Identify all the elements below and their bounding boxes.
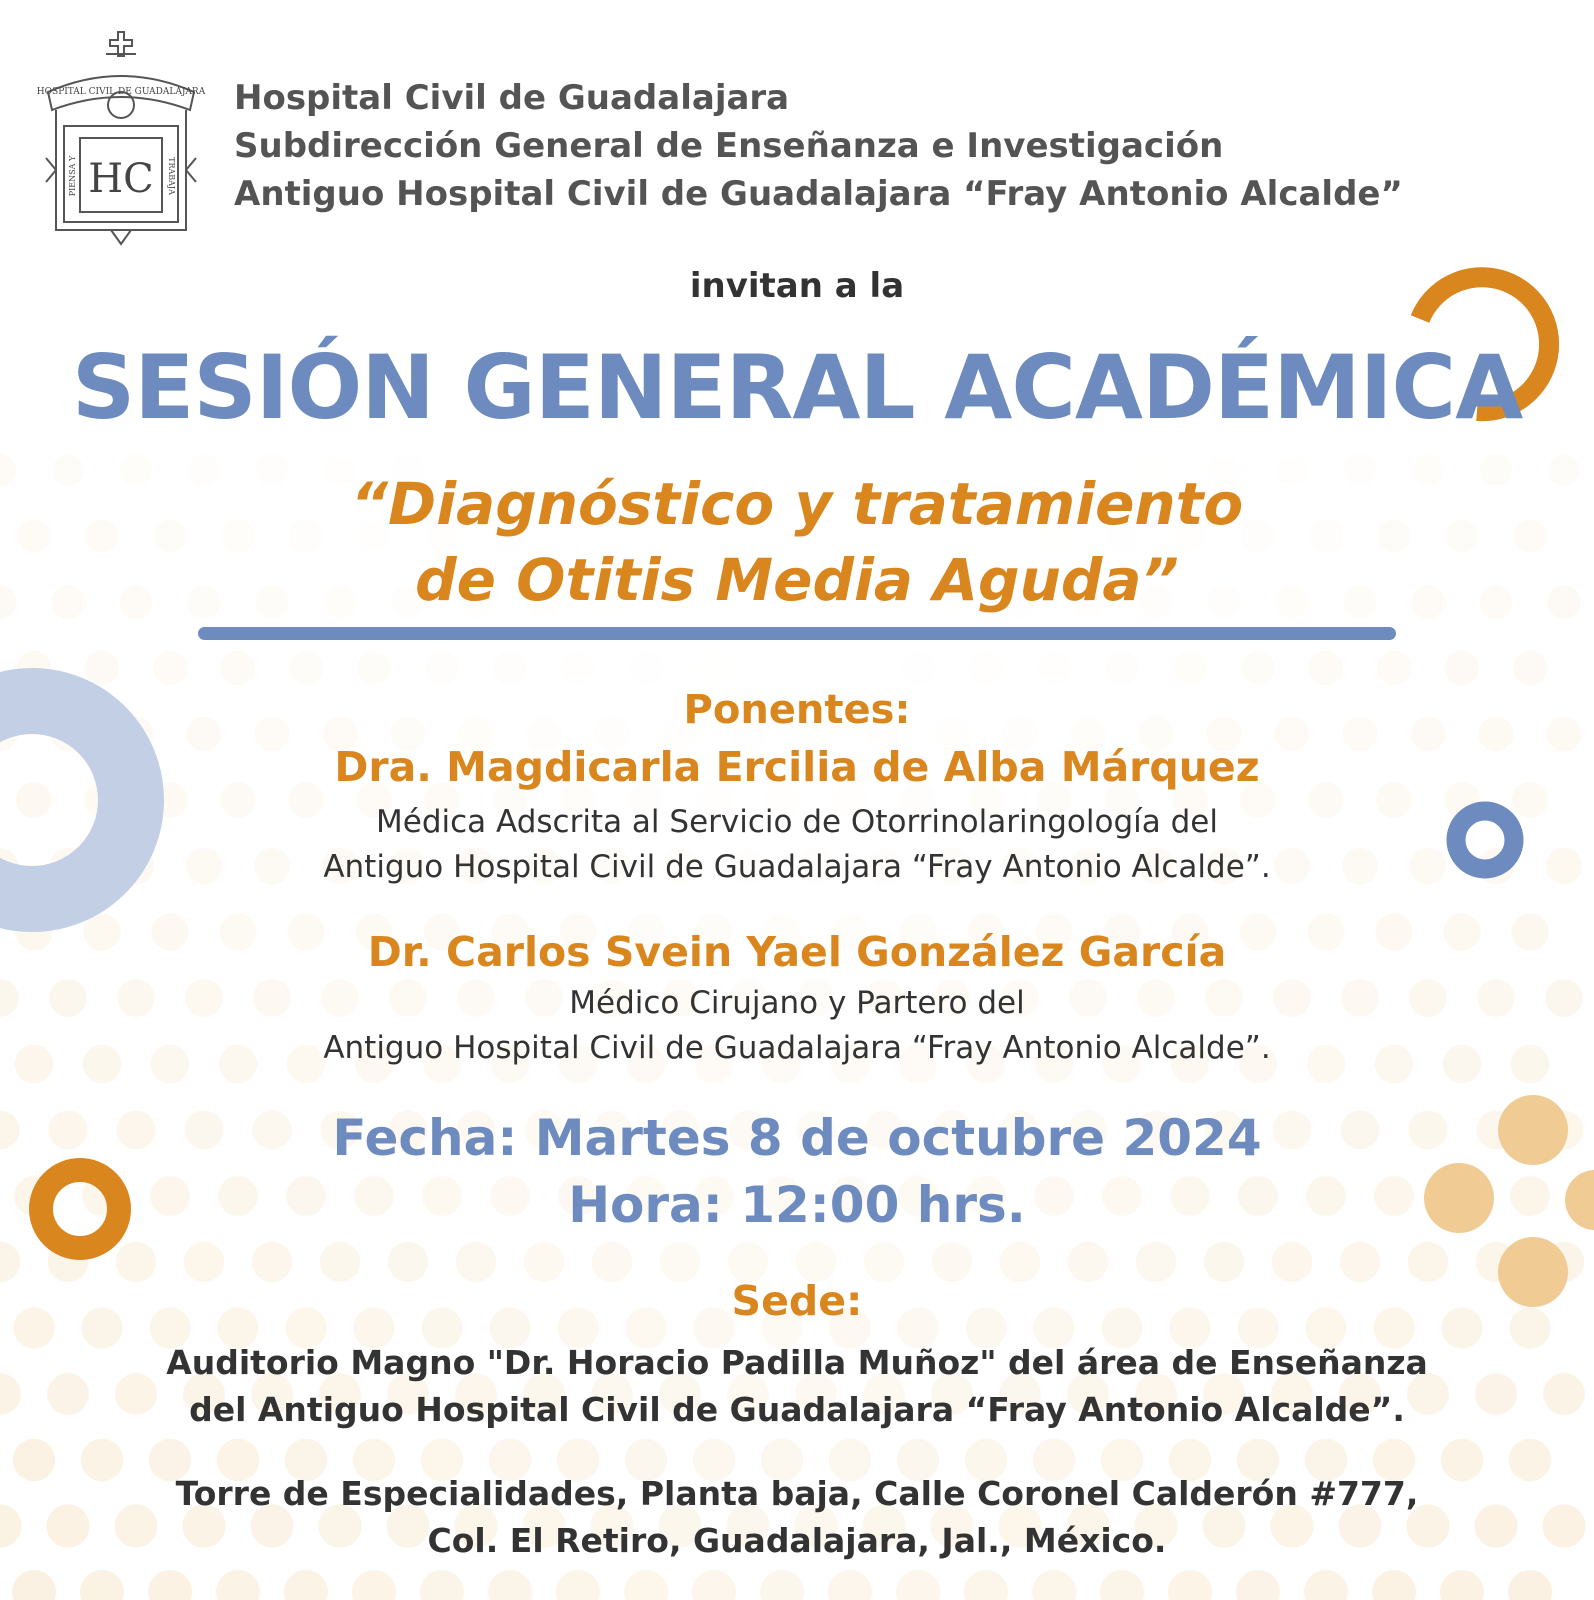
speaker-2-role-line-2: Antiguo Hospital Civil de Guadalajara “Fray Antonio Alcalde”. <box>323 1030 1271 1066</box>
background-dot <box>1440 1570 1484 1600</box>
background-dot <box>964 1570 1008 1600</box>
venue-line-1: Auditorio Magno "Dr. Horacio Padilla Muñoz" del área de Enseñanza <box>166 1343 1428 1382</box>
session-topic <box>0 466 1594 618</box>
background-dot <box>828 1570 872 1600</box>
background-dot <box>629 651 663 685</box>
speaker-1-role-line-2: Antiguo Hospital Civil de Guadalajara “Fray Antonio Alcalde”. <box>323 849 1271 885</box>
background-dot <box>1445 651 1479 685</box>
speaker-2-role-line-1: Médico Cirujano y Partero del <box>569 985 1025 1021</box>
background-dot <box>760 1570 804 1600</box>
logo-motto-right: TRABAJA <box>167 157 176 195</box>
header-line-antiguo-hospital: Antiguo Hospital Civil de Guadalajara “Fray Antonio Alcalde” <box>234 174 1403 214</box>
background-dot <box>556 1570 600 1600</box>
background-dot <box>221 651 255 685</box>
background-dot <box>1032 1570 1076 1600</box>
logo-motto-left: PIENSA Y <box>68 155 77 197</box>
venue-line-2: del Antiguo Hospital Civil de Guadalajara “Fray Antonio Alcalde”. <box>189 1390 1405 1429</box>
background-dot <box>1037 651 1071 685</box>
invite-text: invitan a la <box>689 266 905 306</box>
venue-address-line-2: Col. El Retiro, Guadalajara, Jal., México. <box>427 1521 1167 1560</box>
divider-rule <box>198 627 1396 640</box>
background-dot <box>561 651 595 685</box>
background-dot <box>488 1570 532 1600</box>
background-dot <box>697 651 731 685</box>
background-dot <box>1100 1570 1144 1600</box>
background-dot <box>969 651 1003 685</box>
background-dot <box>1241 651 1275 685</box>
speaker-1-name: Dra. Magdicarla Ercilia de Alba Márquez <box>334 743 1260 791</box>
background-dot <box>1513 651 1547 685</box>
background-dot <box>148 1570 192 1600</box>
speaker-1-role-line-1: Médica Adscrita al Servicio de Otorrinolaringología del <box>376 804 1218 840</box>
background-dot <box>357 651 391 685</box>
header-line-hospital: Hospital Civil de Guadalajara <box>234 78 790 118</box>
logo-ribbon-text: HOSPITAL CIVIL DE GUADALAJARA <box>36 87 206 97</box>
background-dot <box>80 1570 124 1600</box>
speaker-2-name: Dr. Carlos Svein Yael González García <box>367 928 1227 976</box>
background-dot <box>153 651 187 685</box>
background-dot <box>1236 1570 1280 1600</box>
topic-line-2: de Otitis Media Aguda” <box>415 546 1179 614</box>
venue-heading: Sede: <box>731 1277 863 1325</box>
logo-monogram: HC <box>88 156 154 202</box>
background-dot <box>1105 651 1139 685</box>
background-dot <box>289 651 323 685</box>
speakers-heading: Ponentes: <box>683 687 911 733</box>
event-time: Hora: 12:00 hrs. <box>568 1176 1026 1234</box>
background-dot <box>692 1570 736 1600</box>
background-dot <box>284 1570 328 1600</box>
background-dot <box>1309 651 1343 685</box>
background-dot <box>1173 651 1207 685</box>
background-dot <box>1372 1570 1416 1600</box>
background-dot <box>352 1570 396 1600</box>
event-date: Fecha: Martes 8 de octubre 2024 <box>332 1109 1262 1167</box>
background-dot <box>216 1570 260 1600</box>
venue-address-line-1: Torre de Especialidades, Planta baja, Calle Coronel Calderón #777, <box>175 1474 1419 1513</box>
background-dot <box>493 651 527 685</box>
background-dot <box>425 651 459 685</box>
background-dot <box>896 1570 940 1600</box>
background-dot <box>420 1570 464 1600</box>
background-dot <box>1508 1570 1552 1600</box>
hospital-logo <box>36 30 206 250</box>
background-dot <box>1168 1570 1212 1600</box>
background-dot <box>1304 1570 1348 1600</box>
topic-line-1: “Diagnóstico y tratamiento <box>350 470 1244 538</box>
header-line-subdirection: Subdirección General de Enseñanza e Investigación <box>234 126 1224 166</box>
background-dot <box>12 1570 56 1600</box>
background-dot <box>901 651 935 685</box>
cross-icon <box>110 32 132 56</box>
background-dot <box>624 1570 668 1600</box>
background-dot <box>1377 651 1411 685</box>
event-title: SESIÓN GENERAL ACADÉMICA <box>71 336 1523 439</box>
background-dot <box>85 651 119 685</box>
